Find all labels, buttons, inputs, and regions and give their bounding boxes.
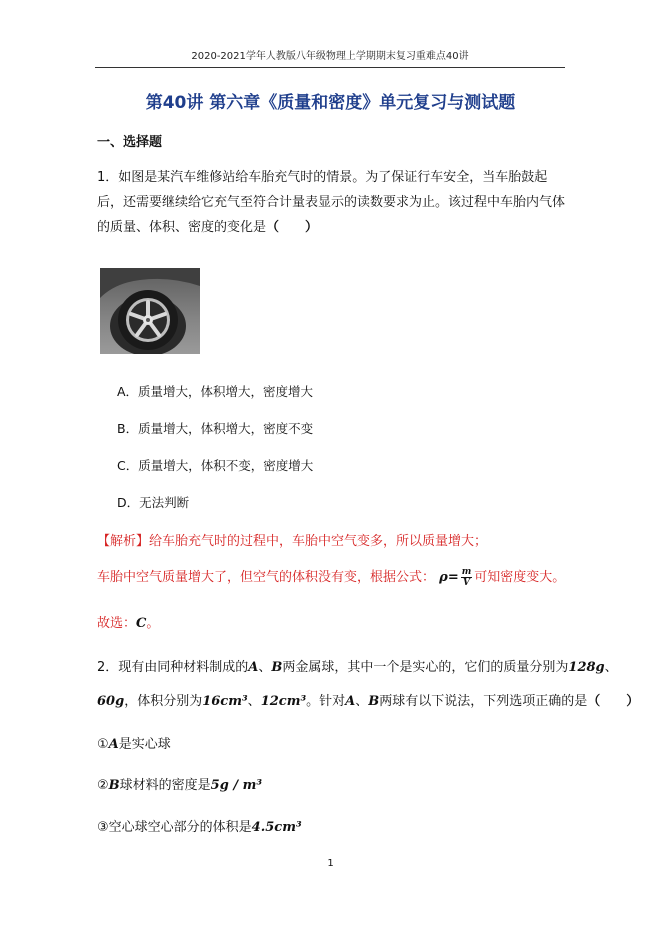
page-number: 1	[327, 858, 334, 869]
mass-2: 60g	[97, 694, 125, 709]
analysis-text-1: 给车胎充气时的过程中，车胎中空气变多，所以质量增大；	[149, 534, 488, 549]
answer-line	[97, 612, 159, 631]
q2-text: 2．现有由同种材料制成的	[97, 660, 249, 675]
car-tire-image	[100, 268, 200, 354]
q2-separator: 、	[604, 660, 618, 675]
q2-text: 。针对	[306, 694, 346, 709]
density-value: 5g / m³	[210, 778, 263, 793]
mass-1: 128g	[568, 660, 605, 675]
q2-separator: 、	[247, 694, 261, 709]
statement-text: ③空心球空心部分的体积是	[97, 820, 252, 835]
volume-2: 12cm³	[260, 694, 307, 709]
q2-separator: 、	[355, 694, 369, 709]
option-a: A．质量增大，体积增大，密度增大	[117, 384, 314, 399]
hollow-volume-value: 4.5cm³	[251, 820, 302, 835]
question-2-line-1	[97, 656, 618, 675]
option-d: D．无法判断	[117, 495, 190, 510]
answer-blank: （ ）	[266, 220, 319, 235]
q2-text: 两球有以下说法，下列选项正确的是	[379, 694, 588, 709]
question-2-line-2	[97, 690, 639, 709]
sphere-b-label: B	[368, 694, 380, 709]
statement-number: ①	[97, 737, 109, 752]
density-formula	[461, 567, 473, 588]
q2-text: ，体积分别为	[124, 694, 203, 709]
analysis-text-2a: 车胎中空气质量增大了，但空气的体积没有变，根据公式：	[97, 570, 436, 585]
answer-letter: C	[136, 616, 147, 631]
q2-separator: 、	[258, 660, 272, 675]
sphere-a-label: A	[248, 660, 259, 675]
formula-numerator: m	[461, 567, 472, 577]
answer-blank: （ ）	[587, 694, 640, 709]
sphere-b-label: B	[108, 778, 120, 793]
page-header: 2020-2021学年人教版八年级物理上学期期末复习重难点40讲	[95, 47, 565, 68]
statement-text: 球材料的密度是	[119, 778, 211, 793]
analysis-tag: 【解析】	[97, 534, 150, 549]
answer-suffix: 。	[146, 616, 160, 631]
statement-number: ②	[97, 778, 109, 793]
formula-equals: =	[447, 570, 459, 585]
statement-2	[97, 774, 262, 793]
statement-3	[97, 816, 302, 835]
sphere-a-label: A	[345, 694, 356, 709]
section-heading: 一、选择题	[97, 135, 163, 150]
q2-text: 两金属球，其中一个是实心的，它们的质量分别为	[282, 660, 569, 675]
question-1-body: 1．如图是某汽车维修站给车胎充气时的情景。为了保证行车安全，当车胎鼓起后，还需要继续给它充气至符合计量表显示的读数要求为止。该过程中车胎内气体的质量、体积、密度的变化是	[97, 170, 566, 235]
tire-illustration	[100, 268, 200, 354]
analysis-text-2b: 可知密度变大。	[474, 570, 566, 585]
formula-rho: ρ	[439, 570, 448, 585]
option-b: B．质量增大，体积增大，密度不变	[117, 421, 314, 436]
statement-text: 是实心球	[118, 737, 171, 752]
formula-denominator: V	[462, 578, 470, 588]
sphere-b-label: B	[271, 660, 283, 675]
sphere-a-label: A	[108, 737, 119, 752]
analysis-line-2	[97, 566, 565, 588]
answer-prefix: 故选：	[97, 616, 137, 631]
option-c: C．质量增大，体积不变，密度增大	[117, 458, 314, 473]
statement-1	[97, 733, 171, 752]
volume-1: 16cm³	[202, 694, 248, 709]
question-1-text	[97, 165, 567, 240]
page-title: 第40讲 第六章《质量和密度》单元复习与测试题	[145, 93, 516, 113]
analysis-line-1	[97, 530, 487, 549]
